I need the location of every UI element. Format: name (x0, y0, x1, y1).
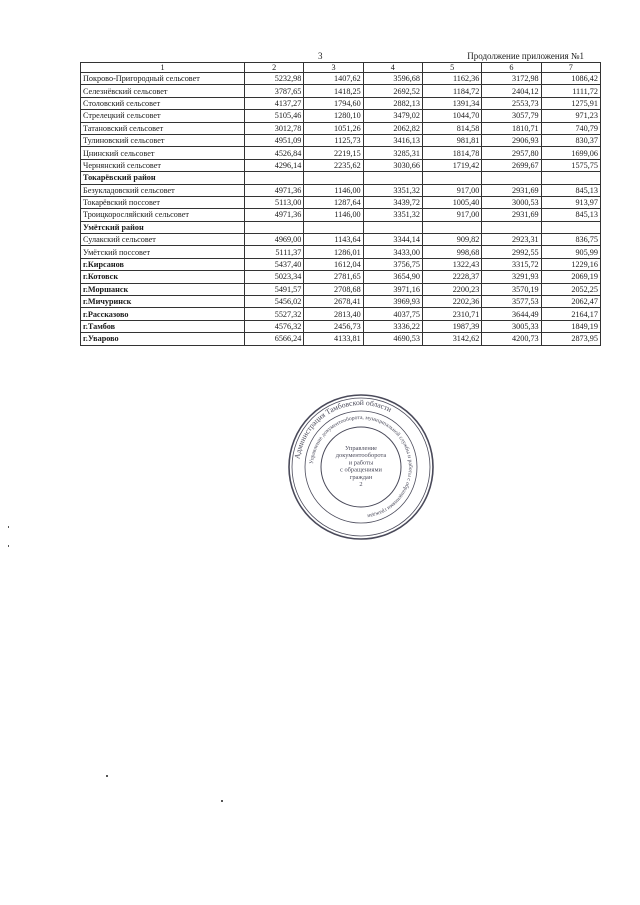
value-cell: 1086,42 (541, 73, 600, 85)
official-stamp (286, 392, 436, 542)
stamp-inner-line: и работы (348, 459, 374, 467)
value-cell: 2692,52 (363, 85, 422, 97)
value-cell: 1125,73 (304, 134, 363, 146)
stamp-inner-line: документооборота (335, 452, 387, 460)
value-cell: 4137,27 (245, 97, 304, 109)
value-cell: 5456,02 (245, 296, 304, 308)
value-cell: 2931,69 (482, 209, 541, 221)
table-row (81, 258, 601, 270)
settlement-name: Татановский сельсовет (81, 122, 245, 134)
value-cell: 845,13 (541, 184, 600, 196)
table-row (81, 122, 601, 134)
value-cell: 740,79 (541, 122, 600, 134)
settlement-name: г.Рассказово (81, 308, 245, 320)
stamp-inner-line: с обращениями (340, 466, 382, 474)
value-cell: 1849,19 (541, 320, 600, 332)
value-cell: 905,99 (541, 246, 600, 258)
value-cell: 4200,73 (482, 333, 541, 345)
value-cell: 4037,75 (363, 308, 422, 320)
value-cell: 3971,16 (363, 283, 422, 295)
value-cell: 1146,00 (304, 184, 363, 196)
value-cell: 4133,81 (304, 333, 363, 345)
value-cell: 2069,19 (541, 271, 600, 283)
table-row (81, 271, 601, 283)
column-number-7: 7 (541, 63, 600, 73)
value-cell: 1229,16 (541, 258, 600, 270)
value-cell: 3291,93 (482, 271, 541, 283)
table-row (81, 159, 601, 171)
value-cell: 1005,40 (422, 196, 481, 208)
value-cell: 3570,19 (482, 283, 541, 295)
value-cell: 1612,04 (304, 258, 363, 270)
value-cell: 2906,93 (482, 134, 541, 146)
value-cell: 1418,25 (304, 85, 363, 97)
value-cell: 5527,32 (245, 308, 304, 320)
value-cell: 1987,39 (422, 320, 481, 332)
value-cell: 1280,10 (304, 110, 363, 122)
value-cell: 4971,36 (245, 209, 304, 221)
value-cell: 3644,49 (482, 308, 541, 320)
value-cell: 3285,31 (363, 147, 422, 159)
value-cell: 917,00 (422, 209, 481, 221)
value-cell: 1287,64 (304, 196, 363, 208)
value-cell: 2062,82 (363, 122, 422, 134)
settlement-name: г.Кирсанов (81, 258, 245, 270)
value-cell: 2873,95 (541, 333, 600, 345)
stamp-middle-text: Управление документооборота, муниципальной службы и работы с обращениями граждан (309, 414, 414, 519)
value-cell: 1810,71 (482, 122, 541, 134)
stamp-inner-line: Управление (344, 445, 378, 452)
column-number-2: 2 (245, 63, 304, 73)
empty-cell (422, 172, 481, 184)
scan-speck (8, 545, 9, 547)
empty-cell (363, 172, 422, 184)
table-row (81, 308, 601, 320)
scan-speck (106, 775, 108, 777)
value-cell: 1143,64 (304, 234, 363, 246)
value-cell: 830,37 (541, 134, 600, 146)
value-cell: 4296,14 (245, 159, 304, 171)
table-row (81, 184, 601, 196)
value-cell: 5105,46 (245, 110, 304, 122)
empty-cell (304, 221, 363, 233)
settlement-name: Столовский сельсовет (81, 97, 245, 109)
settlement-name: г.Мичуринск (81, 296, 245, 308)
value-cell: 2219,15 (304, 147, 363, 159)
value-cell: 2456,73 (304, 320, 363, 332)
settlement-name: Умётский поссовет (81, 246, 245, 258)
value-cell: 1044,70 (422, 110, 481, 122)
empty-cell (482, 172, 541, 184)
value-cell: 1286,01 (304, 246, 363, 258)
column-number-1: 1 (81, 63, 245, 73)
continuation-label: Продолжение приложения №1 (467, 51, 584, 61)
empty-cell (541, 172, 600, 184)
settlement-name: Токарёвский поссовет (81, 196, 245, 208)
value-cell: 3787,65 (245, 85, 304, 97)
district-name: Умётский район (81, 221, 245, 233)
value-cell: 1051,26 (304, 122, 363, 134)
value-cell: 2708,68 (304, 283, 363, 295)
value-cell: 3416,13 (363, 134, 422, 146)
settlement-name: Стрелецкий сельсовет (81, 110, 245, 122)
value-cell: 3439,72 (363, 196, 422, 208)
table-row (81, 283, 601, 295)
value-cell: 1322,43 (422, 258, 481, 270)
section-row (81, 172, 601, 184)
value-cell: 1575,75 (541, 159, 600, 171)
empty-cell (363, 221, 422, 233)
value-cell: 3315,72 (482, 258, 541, 270)
table-row (81, 246, 601, 258)
value-cell: 3030,66 (363, 159, 422, 171)
value-cell: 4969,00 (245, 234, 304, 246)
value-cell: 5113,00 (245, 196, 304, 208)
value-cell: 5437,40 (245, 258, 304, 270)
value-cell: 5111,37 (245, 246, 304, 258)
district-name: Токарёвский район (81, 172, 245, 184)
value-cell: 3005,33 (482, 320, 541, 332)
value-cell: 2164,17 (541, 308, 600, 320)
value-cell: 4576,32 (245, 320, 304, 332)
table-row (81, 234, 601, 246)
value-cell: 3654,90 (363, 271, 422, 283)
stamp-outer-text: Администрация Тамбовской области (292, 397, 394, 460)
value-cell: 2310,71 (422, 308, 481, 320)
value-cell: 3969,93 (363, 296, 422, 308)
empty-cell (245, 221, 304, 233)
value-cell: 3000,53 (482, 196, 541, 208)
settlement-name: Сулакский сельсовет (81, 234, 245, 246)
value-cell: 3479,02 (363, 110, 422, 122)
value-cell: 2202,36 (422, 296, 481, 308)
value-cell: 3142,62 (422, 333, 481, 345)
settlement-name: Чернянский сельсовет (81, 159, 245, 171)
value-cell: 1699,06 (541, 147, 600, 159)
table-row (81, 85, 601, 97)
value-cell: 2200,23 (422, 283, 481, 295)
stamp-seal (286, 392, 436, 542)
settlement-name: Безукладовский сельсовет (81, 184, 245, 196)
table-body (81, 63, 601, 346)
value-cell: 3336,22 (363, 320, 422, 332)
value-cell: 2235,62 (304, 159, 363, 171)
value-cell: 1719,42 (422, 159, 481, 171)
value-cell: 2553,73 (482, 97, 541, 109)
value-cell: 971,23 (541, 110, 600, 122)
value-cell: 2781,65 (304, 271, 363, 283)
table-row (81, 196, 601, 208)
value-cell: 917,00 (422, 184, 481, 196)
data-table (80, 62, 601, 346)
scan-speck (8, 526, 9, 528)
settlement-name: Троицкоросляйский сельсовет (81, 209, 245, 221)
column-number-6: 6 (482, 63, 541, 73)
value-cell: 2062,47 (541, 296, 600, 308)
value-cell: 2699,67 (482, 159, 541, 171)
empty-cell (304, 172, 363, 184)
value-cell: 845,13 (541, 209, 600, 221)
value-cell: 3577,53 (482, 296, 541, 308)
table-row (81, 296, 601, 308)
value-cell: 2813,40 (304, 308, 363, 320)
value-cell: 3057,79 (482, 110, 541, 122)
scan-speck (221, 800, 223, 802)
value-cell: 3433,00 (363, 246, 422, 258)
settlement-name: Цнинский сельсовет (81, 147, 245, 159)
value-cell: 3756,75 (363, 258, 422, 270)
value-cell: 2957,80 (482, 147, 541, 159)
value-cell: 5491,57 (245, 283, 304, 295)
value-cell: 1407,62 (304, 73, 363, 85)
value-cell: 909,82 (422, 234, 481, 246)
value-cell: 3351,32 (363, 184, 422, 196)
value-cell: 2923,31 (482, 234, 541, 246)
value-cell: 814,58 (422, 122, 481, 134)
settlement-name: г.Уварово (81, 333, 245, 345)
stamp-inner-line: граждан (349, 473, 373, 481)
value-cell: 4971,36 (245, 184, 304, 196)
value-cell: 2052,25 (541, 283, 600, 295)
value-cell: 4690,53 (363, 333, 422, 345)
value-cell: 3172,98 (482, 73, 541, 85)
section-row (81, 221, 601, 233)
table-row (81, 333, 601, 345)
value-cell: 2678,41 (304, 296, 363, 308)
stamp-number: 2 (359, 481, 363, 488)
settlement-name: г.Тамбов (81, 320, 245, 332)
empty-cell (482, 221, 541, 233)
value-cell: 981,81 (422, 134, 481, 146)
value-cell: 3344,14 (363, 234, 422, 246)
table-row (81, 320, 601, 332)
value-cell: 1391,34 (422, 97, 481, 109)
value-cell: 5023,34 (245, 271, 304, 283)
table-row (81, 209, 601, 221)
value-cell: 2404,12 (482, 85, 541, 97)
table-header-row (81, 63, 601, 73)
settlement-name: Селезнёвский сельсовет (81, 85, 245, 97)
settlement-name: г.Котовск (81, 271, 245, 283)
column-number-4: 4 (363, 63, 422, 73)
value-cell: 2992,55 (482, 246, 541, 258)
table-row (81, 97, 601, 109)
page-number: 3 (318, 51, 323, 61)
value-cell: 998,68 (422, 246, 481, 258)
value-cell: 3012,78 (245, 122, 304, 134)
value-cell: 3596,68 (363, 73, 422, 85)
value-cell: 4951,09 (245, 134, 304, 146)
table-row (81, 147, 601, 159)
column-number-3: 3 (304, 63, 363, 73)
value-cell: 1184,72 (422, 85, 481, 97)
value-cell: 2931,69 (482, 184, 541, 196)
table-row (81, 134, 601, 146)
value-cell: 3351,32 (363, 209, 422, 221)
value-cell: 1794,60 (304, 97, 363, 109)
settlement-name: Тулиновский сельсовет (81, 134, 245, 146)
empty-cell (541, 221, 600, 233)
value-cell: 6566,24 (245, 333, 304, 345)
value-cell: 1275,91 (541, 97, 600, 109)
value-cell: 1814,78 (422, 147, 481, 159)
value-cell: 5232,98 (245, 73, 304, 85)
value-cell: 2882,13 (363, 97, 422, 109)
value-cell: 4526,84 (245, 147, 304, 159)
value-cell: 1111,72 (541, 85, 600, 97)
value-cell: 836,75 (541, 234, 600, 246)
empty-cell (422, 221, 481, 233)
table-row (81, 110, 601, 122)
value-cell: 2228,37 (422, 271, 481, 283)
table-row (81, 73, 601, 85)
empty-cell (245, 172, 304, 184)
value-cell: 1162,36 (422, 73, 481, 85)
settlement-name: г.Моршанск (81, 283, 245, 295)
value-cell: 913,97 (541, 196, 600, 208)
column-number-5: 5 (422, 63, 481, 73)
value-cell: 1146,00 (304, 209, 363, 221)
settlement-name: Покрово-Пригородный сельсовет (81, 73, 245, 85)
